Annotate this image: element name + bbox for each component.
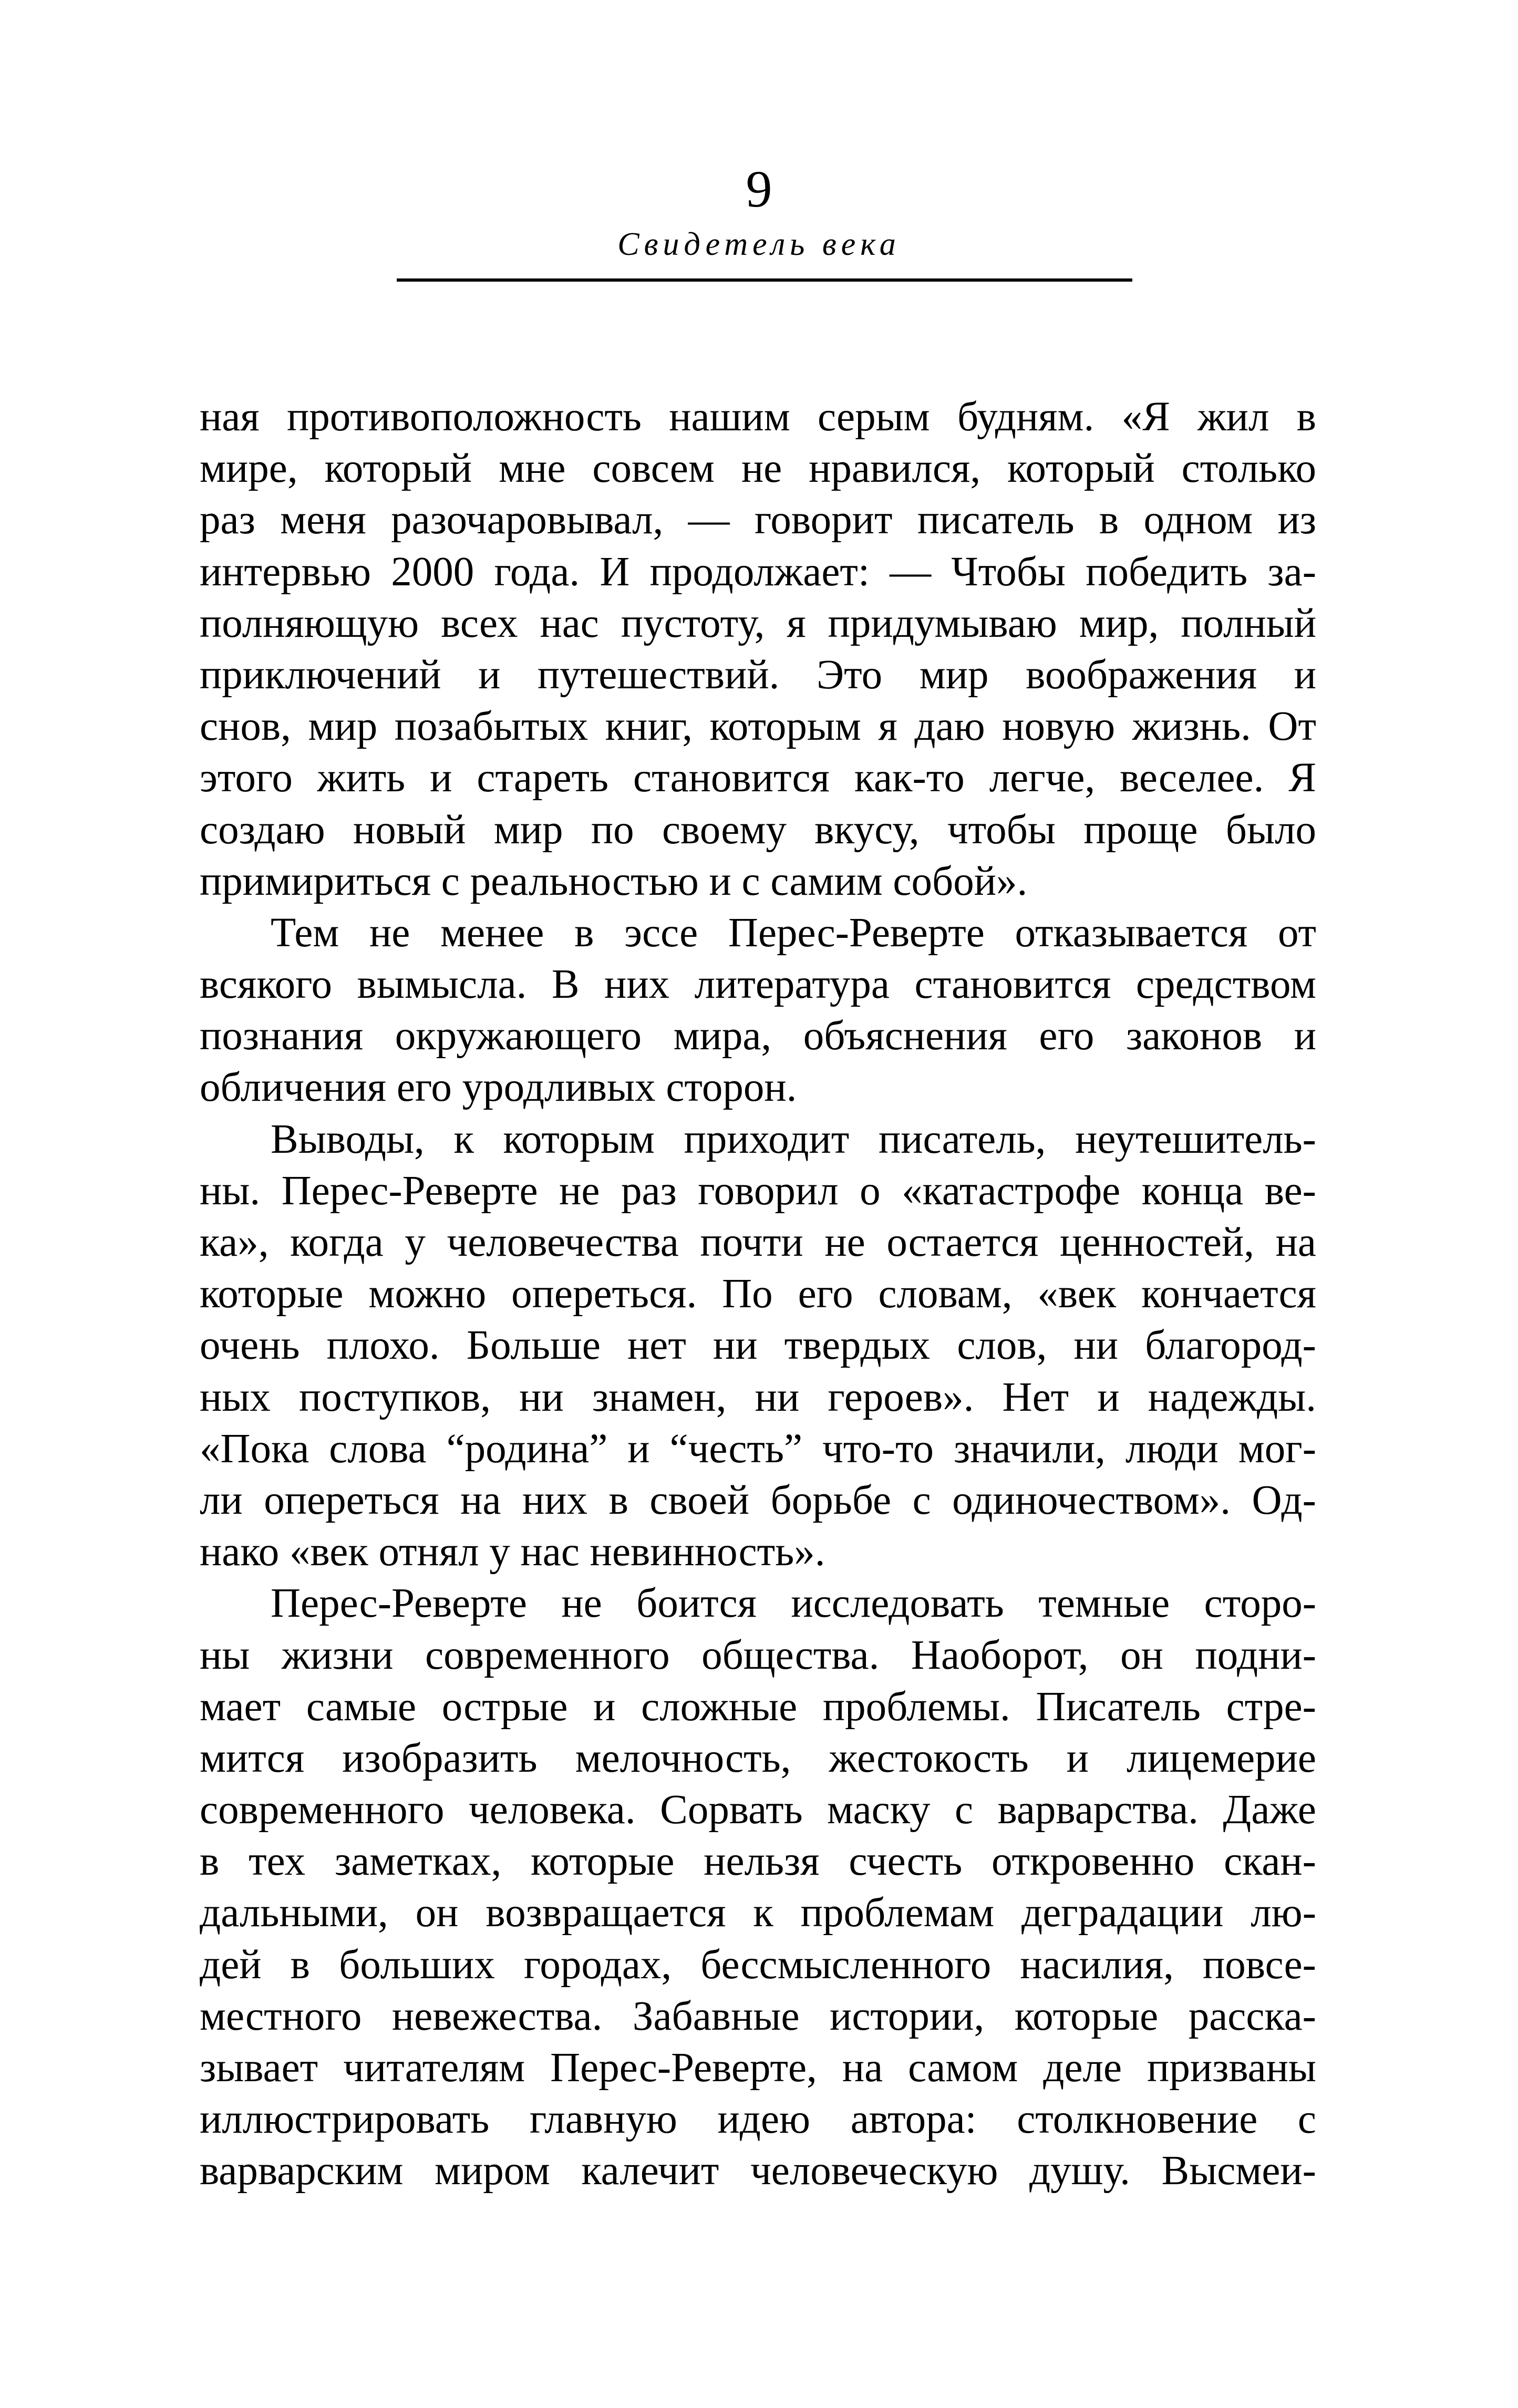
text-line: ны жизни современного общества. Наоборот, он подни- <box>200 1632 1316 1678</box>
text-line: дальными, он возвращается к проблемам деградации лю- <box>200 1890 1316 1936</box>
text-line: иллюстрировать главную идею автора: столкновение с <box>200 2096 1316 2143</box>
text-line: ная противоположность нашим серым будням. «Я жил в <box>200 394 1316 440</box>
text-line: интервью 2000 года. И продолжает: — Чтобы победить за- <box>200 549 1316 595</box>
text-line: этого жить и стареть становится как-то легче, веселее. Я <box>200 755 1316 801</box>
text-line: мится изобразить мелочность, жестокость и лицемерие <box>200 1735 1316 1781</box>
text-line: дей в больших городах, бессмысленного насилия, повсе- <box>200 1941 1316 1988</box>
body-text <box>200 391 1316 2197</box>
text-line: мире, который мне совсем не нравился, который столько <box>200 446 1316 492</box>
text-line: познания окружающего мира, объяснения его законов и <box>200 1013 1316 1059</box>
running-title: Свидетель века <box>617 226 901 262</box>
text-line: нако «век отнял у нас невинность». <box>200 1529 825 1575</box>
text-line: приключений и путешествий. Это мир воображения и <box>200 652 1316 698</box>
text-line: мает самые острые и сложные проблемы. Писатель стре- <box>200 1683 1316 1730</box>
text-line: местного невежества. Забавные истории, которые расска- <box>200 1993 1316 2039</box>
text-line: ли опереться на них в своей борьбе с одиночеством». Од- <box>200 1477 1316 1523</box>
page-number: 9 <box>746 160 772 218</box>
text-line: «Пока слова “родина” и “честь” что-то значили, люди мог- <box>200 1425 1316 1472</box>
text-line: создаю новый мир по своему вкусу, чтобы проще было <box>200 807 1316 853</box>
text-line: всякого вымысла. В них литература становится средством <box>200 962 1316 1008</box>
text-line: Выводы, к которым приходит писатель, неутешитель- <box>271 1116 1316 1162</box>
text-line: варварским миром калечит человеческую душу. Высмеи- <box>200 2148 1316 2194</box>
text-line: Тем не менее в эссе Перес-Реверте отказывается от <box>271 910 1316 956</box>
text-line: которые можно опереться. По его словам, «век кончается <box>200 1271 1316 1317</box>
text-line: современного человека. Сорвать маску с варварства. Даже <box>200 1787 1316 1833</box>
text-line: раз меня разочаровывал, — говорит писатель в одном из <box>200 497 1316 543</box>
text-line: полняющую всех нас пустоту, я придумываю мир, полный <box>200 600 1316 646</box>
text-line: ка», когда у человечества почти не остается ценностей, на <box>200 1219 1316 1265</box>
text-line: снов, мир позабытых книг, которым я даю новую жизнь. От <box>200 704 1316 750</box>
text-line: зывает читателям Перес-Реверте, на самом деле призваны <box>200 2045 1316 2091</box>
text-line: ных поступков, ни знамен, ни героев». Нет и надежды. <box>200 1374 1316 1420</box>
text-line: ны. Перес-Реверте не раз говорил о «катастрофе конца ве- <box>200 1167 1316 1214</box>
text-line: в тех заметках, которые нельзя счесть откровенно скан- <box>200 1838 1316 1885</box>
text-line: очень плохо. Больше нет ни твердых слов, ни благород- <box>200 1322 1316 1369</box>
text-line: примириться с реальностью и с самим собой». <box>200 858 1028 904</box>
page-header <box>0 160 1518 264</box>
text-line: Перес-Реверте не боится исследовать темные сторо- <box>271 1580 1316 1627</box>
header-rule <box>397 278 1132 282</box>
text-line: обличения его уродливых сторон. <box>200 1065 797 1111</box>
